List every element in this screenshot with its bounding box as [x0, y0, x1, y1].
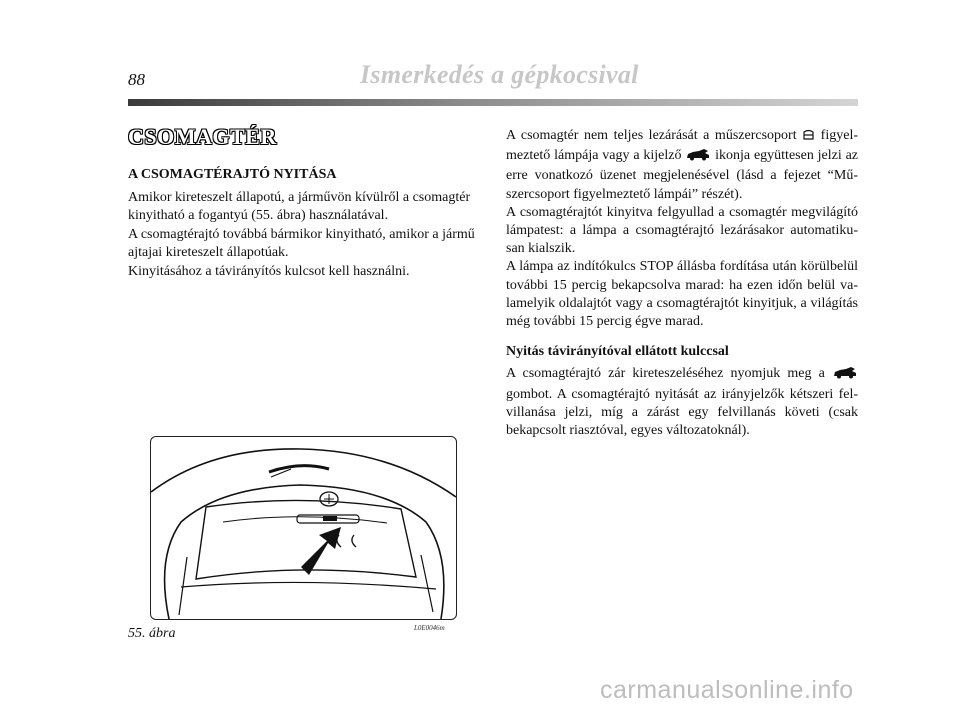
text-fragment: A csomagtérajtó zár kireteszeléséhez nyomjuk meg a [506, 366, 825, 382]
remote-key-heading: Nyitás távirányítóval ellátott kulccsal [506, 344, 729, 360]
subheading: A CSOMAGTÉRAJTÓ NYITÁSA [128, 167, 337, 182]
left-line: kinyitható a fogantyú (55. ábra) használatával. [128, 208, 389, 224]
trunk-button-car-icon [832, 365, 858, 385]
text-fragment: ikonja együttesen jelzi az erre vonatkozó üzenet megjelenésével (lásd a fejezet “Mű-szercsoport figyelmeztető lámpái” részét). [506, 148, 858, 202]
right-paragraph-4 [506, 365, 858, 440]
left-line: Amikor kireteszelt állapotú, a járművön kívülről a csomagtér [128, 190, 471, 205]
right-column [506, 127, 858, 440]
left-line: A csomagtérajtó továbbá bármikor kinyitható, amikor a jármű [128, 226, 475, 242]
left-line: Kinyitásához a távirányítós kulcsot kell használni. [128, 263, 410, 279]
figure-caption: 55. ábra [128, 626, 176, 641]
text-fragment: figyel- [820, 128, 858, 143]
left-body-text [128, 189, 478, 281]
trunk-warning-light-icon [802, 129, 815, 147]
left-line: ajtajai kireteszelt állapotúak. [128, 245, 289, 261]
header-rule [128, 99, 858, 106]
trunk-handle-illustration [150, 436, 457, 620]
watermark: carmanualsonline.info [600, 676, 854, 704]
right-paragraph-3: A lámpa az indítókulcs STOP állásba fordítása után körülbelül további 15 percig bekapcsolva marad: ha ezen időn belül va-lamelyik oldalajtót vagy a csomagtérajtót kinyitjuk, a világítás még további 15 percig égve marad. [506, 259, 858, 330]
text-fragment: A csomagtér nem teljes lezárását a műszercsoport [506, 128, 797, 143]
text-fragment: meztető lámpája vagy a kijelző [506, 148, 682, 164]
open-trunk-car-icon [685, 147, 711, 167]
running-title: Ismerkedés a gépkocsival [360, 60, 639, 89]
text-fragment: gombot. A csomagtérajtó nyitását az irányjelzők kétszeri fel-villanása jelzi, míg a zárást egy felvillanás követi (csak bekapcsolt riasztóval, egyes változatoknál). [506, 386, 858, 439]
figure-code: L0E0046m [414, 624, 445, 632]
section-title: CSOMAGTÉR [128, 124, 277, 149]
page-number: 88 [128, 70, 145, 89]
right-paragraph-2: A csomagtérajtót kinyitva felgyullad a csomagtér megvilágító lámpatest: a lámpa a csomagtérajtó lezárásakor automatiku-san kialszik. [506, 204, 858, 257]
right-paragraph-1 [506, 127, 858, 204]
